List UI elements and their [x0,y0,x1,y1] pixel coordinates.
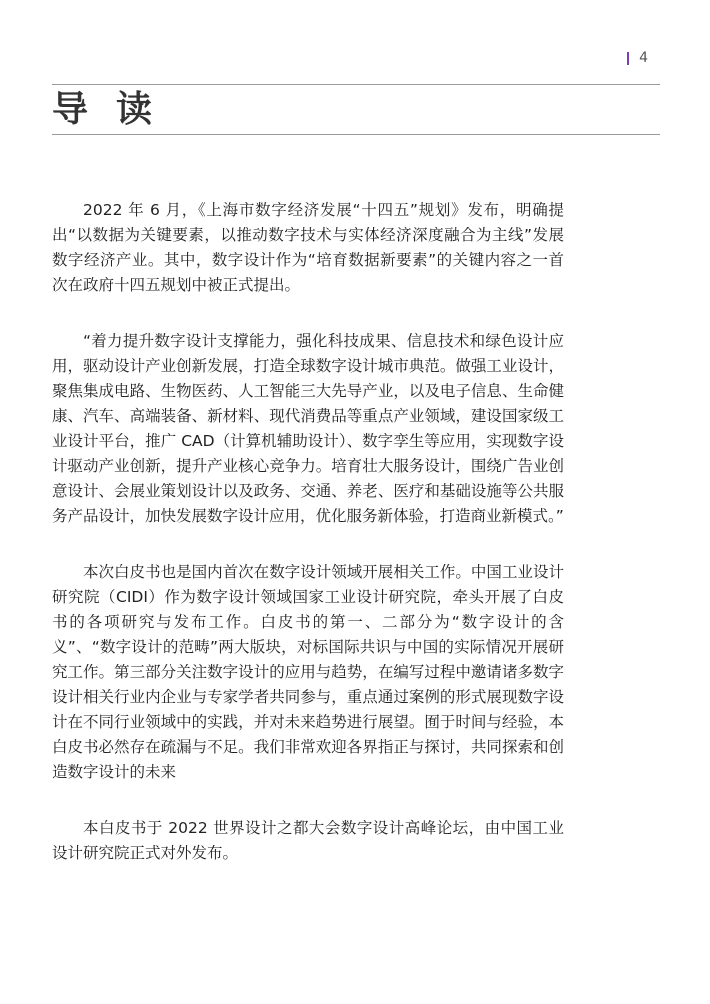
page-title: 导读 [52,89,181,130]
title-top-rule [52,84,660,85]
paragraph-1: 2022 年 6 月，《上海市数字经济发展“十四五”规划》发布，明确提出“以数据为关键要素，以推动数字技术与实体经济深度融合为主线”发展数字经济产业。其中，数字设计作为“培育数据新要素”的关键内容之一首次在政府十四五规划中被正式提出。 [52,201,564,294]
page-number [627,50,648,66]
paragraph-4: 本白皮书于 2022 世界设计之都大会数字设计高峰论坛，由中国工业设计研究院正式对外发布。 [52,819,564,862]
page-marker-bar [627,52,629,65]
body-content [52,198,564,897]
title-bottom-rule [52,134,660,135]
paragraph-2: “着力提升数字设计支撑能力，强化科技成果、信息技术和绿色设计应用，驱动设计产业创新发展，打造全球数字设计城市典范。做强工业设计，聚焦集成电路、生物医药、人工智能三大先导产业，以及电子信息、生命健康、汽车、高端装备、新材料、现代消费品等重点产业领域，建设国家级工业设计平台，推广 CAD（计算机辅助设计）、数字孪生等应用，实现数字设计驱动产业创新，提升产业核心竞争力。培育壮大服务设计，围绕广告业创意设计、会展业策划设计以及政务、交通、养老、医疗和基础设施等公共服务产品设计，加快发展数字设计应用，优化服务新体验，打造商业新模式。” [52,332,564,525]
paragraph-3: 本次白皮书也是国内首次在数字设计领域开展相关工作。中国工业设计研究院（CIDI）作为数字设计领域国家工业设计研究院，牵头开展了白皮书的各项研究与发布工作。白皮书的第一、二部分为“数字设计的含义”、“数字设计的范畴”两大版块，对标国际共识与中国的实际情况开展研究工作。第三部分关注数字设计的应用与趋势，在编写过程中邀请诸多数字设计相关行业内企业与专家学者共同参与，重点通过案例的形式展现数字设计在不同行业领域中的实践，并对未来趋势进行展望。囿于时间与经验，本白皮书必然存在疏漏与不足。我们非常欢迎各界指正与探讨，共同探索和创造数字设计的未来 [52,563,564,781]
page-number-text: 4 [639,50,648,66]
